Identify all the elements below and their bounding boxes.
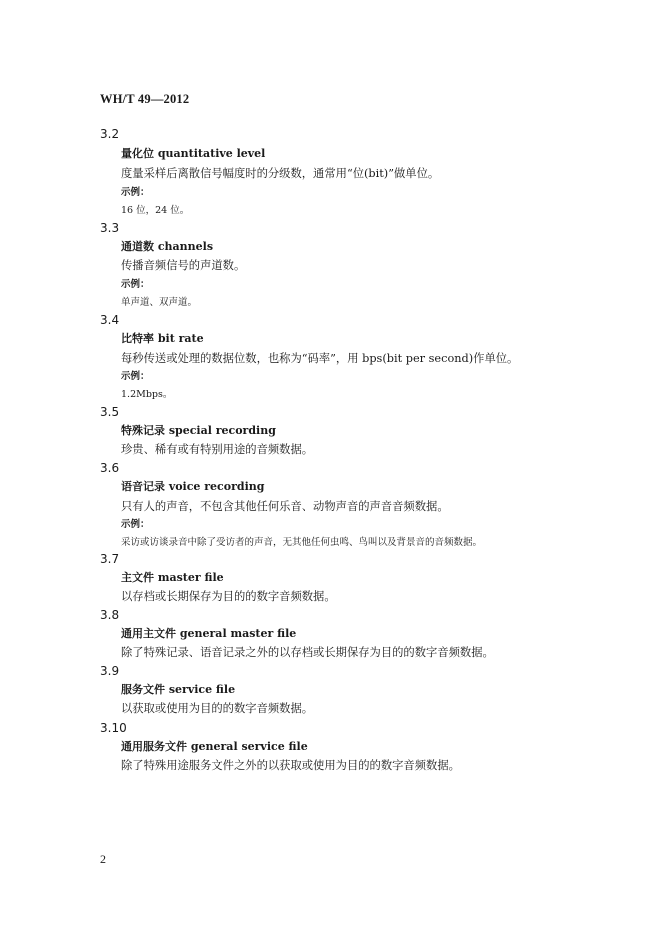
clause-number: 3.9 xyxy=(100,664,120,678)
clause-number: 3.2 xyxy=(100,127,120,141)
term-definition: 只有人的声音，不包含其他任何乐音、动物声音的声音音频数据。 xyxy=(121,500,449,513)
example-label: 示例： xyxy=(121,371,150,382)
page-number: 2 xyxy=(100,852,106,866)
clause-number: 3.4 xyxy=(100,313,120,327)
term-title: 服务文件 service file xyxy=(121,683,236,696)
clause-number: 3.5 xyxy=(100,405,120,419)
example-text: 16 位，24 位。 xyxy=(121,205,190,216)
term-title: 特殊记录 special recording xyxy=(121,424,276,437)
standard-code-header: WH/T 49—2012 xyxy=(100,92,190,106)
clause-number: 3.8 xyxy=(100,608,120,622)
term-title: 量化位 quantitative level xyxy=(121,147,266,160)
example-text: 1.2Mbps。 xyxy=(121,389,173,400)
example-label: 示例： xyxy=(121,279,150,290)
term-definition: 每秒传送或处理的数据位数，也称为“码率”，用 bps(bit per second)作单位。 xyxy=(121,352,519,365)
clause-number: 3.10 xyxy=(100,721,127,735)
term-title: 通道数 channels xyxy=(121,240,214,253)
example-label: 示例： xyxy=(121,519,150,530)
term-definition: 除了特殊记录、语音记录之外的以存档或长期保存为目的的数字音频数据。 xyxy=(121,646,494,659)
term-definition: 传播音频信号的声道数。 xyxy=(121,259,246,272)
term-title: 通用主文件 general master file xyxy=(121,627,297,640)
term-title: 通用服务文件 general service file xyxy=(121,740,308,753)
example-text: 单声道、双声道。 xyxy=(121,297,198,308)
term-definition: 度量采样后离散信号幅度时的分级数，通常用“位(bit)”做单位。 xyxy=(121,167,440,180)
term-title: 主文件 master file xyxy=(121,571,224,584)
term-definition: 除了特殊用途服务文件之外的以获取或使用为目的的数字音频数据。 xyxy=(121,759,460,772)
term-title: 语音记录 voice recording xyxy=(121,480,265,493)
term-title: 比特率 bit rate xyxy=(121,332,204,345)
example-text: 采访或访谈录音中除了受访者的声音，无其他任何虫鸣、鸟叫以及背景音的音频数据。 xyxy=(121,537,483,548)
example-label: 示例： xyxy=(121,187,150,198)
clause-number: 3.6 xyxy=(100,461,120,475)
term-definition: 珍贵、稀有或有特别用途的音频数据。 xyxy=(121,443,314,456)
clause-number: 3.3 xyxy=(100,221,120,235)
term-definition: 以存档或长期保存为目的的数字音频数据。 xyxy=(121,590,336,603)
term-definition: 以获取或使用为目的的数字音频数据。 xyxy=(121,702,314,715)
clause-number: 3.7 xyxy=(100,552,120,566)
